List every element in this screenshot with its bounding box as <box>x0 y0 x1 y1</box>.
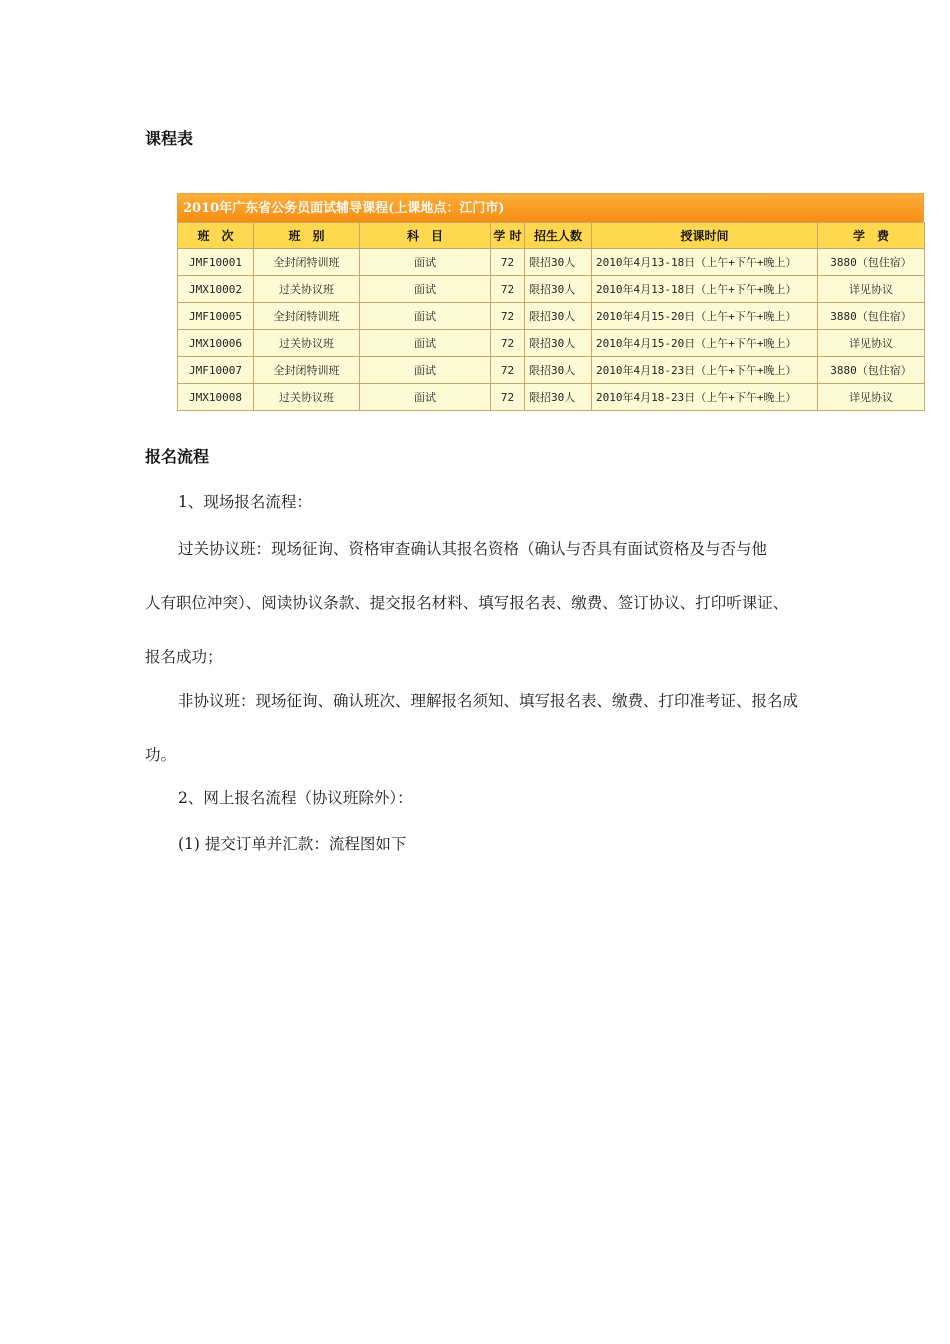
table-row <box>178 303 925 330</box>
agreement-class-text-line2: 人有职位冲突）、阅读协议条款、提交报名材料、填写报名表、缴费、签订协议、打印听课证、 <box>145 594 789 612</box>
header-class-code: 班 次 <box>178 223 254 249</box>
cell-fee: 详见协议 <box>818 276 925 303</box>
agreement-class-text-line1: 过关协议班：现场征询、资格审查确认其报名资格（确认与否具有面试资格及与否与他 <box>178 540 768 558</box>
online-signup-item: 2、网上报名流程（协议班除外）： <box>178 789 413 807</box>
cell-hours: 72 <box>491 357 525 384</box>
cell-class-code: JMF10007 <box>178 357 254 384</box>
cell-class-type: 过关协议班 <box>254 384 360 411</box>
cell-enrollment: 限招30人 <box>525 357 592 384</box>
table-row <box>178 357 925 384</box>
cell-fee: 3880（包住宿） <box>818 357 925 384</box>
signup-heading: 报名流程 <box>145 447 210 466</box>
cell-fee: 3880（包住宿） <box>818 303 925 330</box>
cell-fee: 3880（包住宿） <box>818 249 925 276</box>
cell-class-type: 全封闭特训班 <box>254 357 360 384</box>
header-enrollment: 招生人数 <box>525 223 592 249</box>
cell-schedule: 2010年4月13-18日（上午+下午+晚上） <box>592 249 818 276</box>
cell-schedule: 2010年4月15-20日（上午+下午+晚上） <box>592 330 818 357</box>
agreement-class-text-line3: 报名成功； <box>145 648 223 666</box>
cell-hours: 72 <box>491 249 525 276</box>
cell-class-code: JMX10006 <box>178 330 254 357</box>
cell-subject: 面试 <box>360 384 491 411</box>
cell-class-type: 过关协议班 <box>254 276 360 303</box>
header-hours: 学 时 <box>491 223 525 249</box>
cell-schedule: 2010年4月15-20日（上午+下午+晚上） <box>592 303 818 330</box>
cell-subject: 面试 <box>360 276 491 303</box>
cell-schedule: 2010年4月18-23日（上午+下午+晚上） <box>592 357 818 384</box>
header-fee: 学 费 <box>818 223 925 249</box>
cell-enrollment: 限招30人 <box>525 303 592 330</box>
cell-class-type: 全封闭特训班 <box>254 249 360 276</box>
regular-class-text-line1: 非协议班：现场征询、确认班次、理解报名须知、填写报名表、缴费、打印准考证、报名成 <box>178 692 799 710</box>
header-subject: 科 目 <box>360 223 491 249</box>
cell-hours: 72 <box>491 303 525 330</box>
cell-hours: 72 <box>491 384 525 411</box>
table-row <box>178 276 925 303</box>
cell-enrollment: 限招30人 <box>525 330 592 357</box>
cell-hours: 72 <box>491 330 525 357</box>
cell-schedule: 2010年4月18-23日（上午+下午+晚上） <box>592 384 818 411</box>
cell-subject: 面试 <box>360 330 491 357</box>
onsite-signup-item: 1、现场报名流程： <box>178 493 312 511</box>
cell-class-code: JMF10005 <box>178 303 254 330</box>
cell-enrollment: 限招30人 <box>525 276 592 303</box>
cell-hours: 72 <box>491 276 525 303</box>
table-row <box>178 330 925 357</box>
cell-class-type: 全封闭特训班 <box>254 303 360 330</box>
online-signup-step1: (1) 提交订单并汇款：流程图如下 <box>178 835 407 853</box>
cell-class-code: JMX10002 <box>178 276 254 303</box>
cell-fee: 详见协议 <box>818 330 925 357</box>
table-row <box>178 249 925 276</box>
table-row <box>178 384 925 411</box>
schedule-grid <box>177 222 925 411</box>
course-schedule-table <box>177 193 924 411</box>
cell-class-type: 过关协议班 <box>254 330 360 357</box>
header-schedule: 授课时间 <box>592 223 818 249</box>
cell-class-code: JMX10008 <box>178 384 254 411</box>
cell-class-code: JMF10001 <box>178 249 254 276</box>
regular-class-text-line2: 功。 <box>145 746 177 764</box>
header-class-type: 班 别 <box>254 223 360 249</box>
cell-schedule: 2010年4月13-18日（上午+下午+晚上） <box>592 276 818 303</box>
cell-subject: 面试 <box>360 249 491 276</box>
cell-subject: 面试 <box>360 357 491 384</box>
cell-enrollment: 限招30人 <box>525 384 592 411</box>
table-title: 2010年广东省公务员面试辅导课程(上课地点：江门市) <box>177 193 924 222</box>
cell-fee: 详见协议 <box>818 384 925 411</box>
cell-subject: 面试 <box>360 303 491 330</box>
table-header-row <box>178 223 925 249</box>
cell-enrollment: 限招30人 <box>525 249 592 276</box>
schedule-heading: 课程表 <box>145 129 194 148</box>
